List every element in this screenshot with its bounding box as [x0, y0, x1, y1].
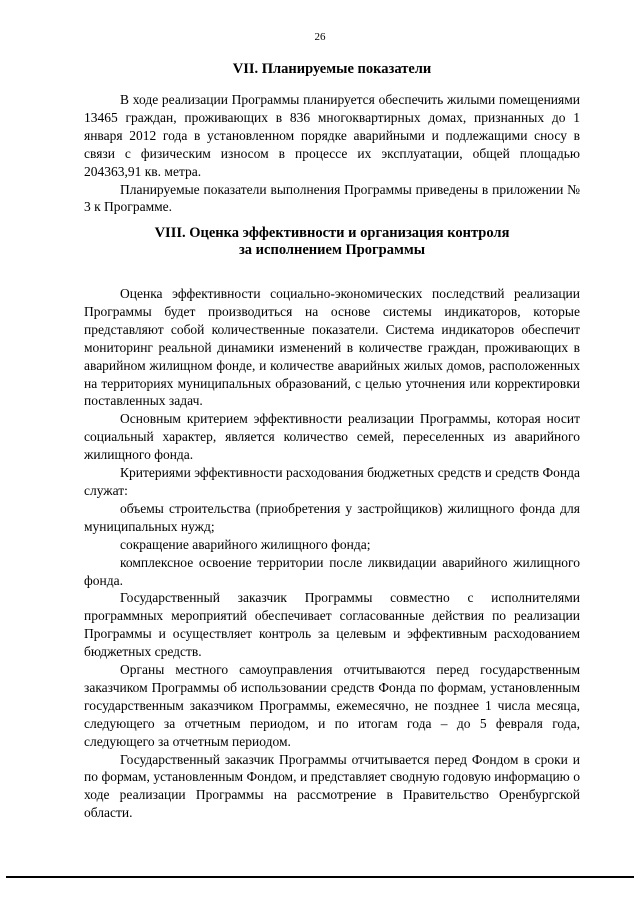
paragraph: Основным критерием эффективности реализации Программы, которая носит социальный характер, является количество семей, переселенных из аварийного жилищного фонда. [84, 411, 580, 463]
paragraph: Планируемые показатели выполнения Программы приведены в приложении № 3 к Программе. [84, 181, 580, 215]
section-title-line: за исполнением Программы [238, 242, 426, 258]
paragraph: Государственный заказчик Программы отчитывается перед Фондом в сроки и по формам, установленным Фондом, и представляет сводную годовую информацию о ходе реализации Программы на рассмотрение в Правительство Оренбургской области. [84, 751, 580, 821]
section-planned-indicators [84, 61, 580, 216]
paragraph: Государственный заказчик Программы совместно с исполнителями программных мероприятий обеспечивает согласованные действия по реализации Программы и осуществляет контроль за целевым и эффективным расходованием бюджетных средств. [84, 590, 580, 660]
section-title [84, 225, 580, 259]
page-number: 26 [314, 31, 326, 43]
section-title-line: VIII. Оценка эффективности и организация контроля [154, 225, 510, 241]
page-bottom-rule [6, 876, 634, 878]
list-item: объемы строительства (приобретения у застройщиков) жилищного фонда для муниципальных нужд; [84, 500, 580, 534]
paragraph: Оценка эффективности социально-экономических последствий реализации Программы будет производиться на основе системы индикаторов, которые представляют собой количественные показатели. Система индикаторов обеспечит мониторинг реальной динамики изменений в количестве граждан, проживающих в аварийном жилищном фонде, и количестве аварийных жилых домов, расположенных на территориях муниципальных образований, с целью уточнения или корректировки поставленных задач. [84, 286, 580, 409]
paragraph: В ходе реализации Программы планируется обеспечить жилыми помещениями 13465 граждан, проживающих в 836 многоквартирных домах, признанных до 1 января 2012 года в установленном порядке аварийными и подлежащими сносу в связи с физическим износом в процессе их эксплуатации, общей площадью 204363,91 кв. метра. [84, 92, 580, 179]
list-item: комплексное освоение территории после ликвидации аварийного жилищного фонда. [84, 554, 580, 588]
section-title: VII. Планируемые показатели [232, 61, 432, 77]
list-item: сокращение аварийного жилищного фонда; [120, 536, 371, 552]
paragraph: Критериями эффективности расходования бюджетных средств и средств Фонда служат: [84, 465, 580, 498]
section-efficiency-evaluation [84, 225, 580, 822]
paragraph: Органы местного самоуправления отчитываются перед государственным заказчиком Программы об использовании средств Фонда по формам, установленным государственным заказчиком Программы, ежемесячно, не позднее 1 числа месяца, следующего за отчетным периодом, и по итогам года – до 5 февраля года, следующего за отчетным периодом. [84, 662, 580, 749]
